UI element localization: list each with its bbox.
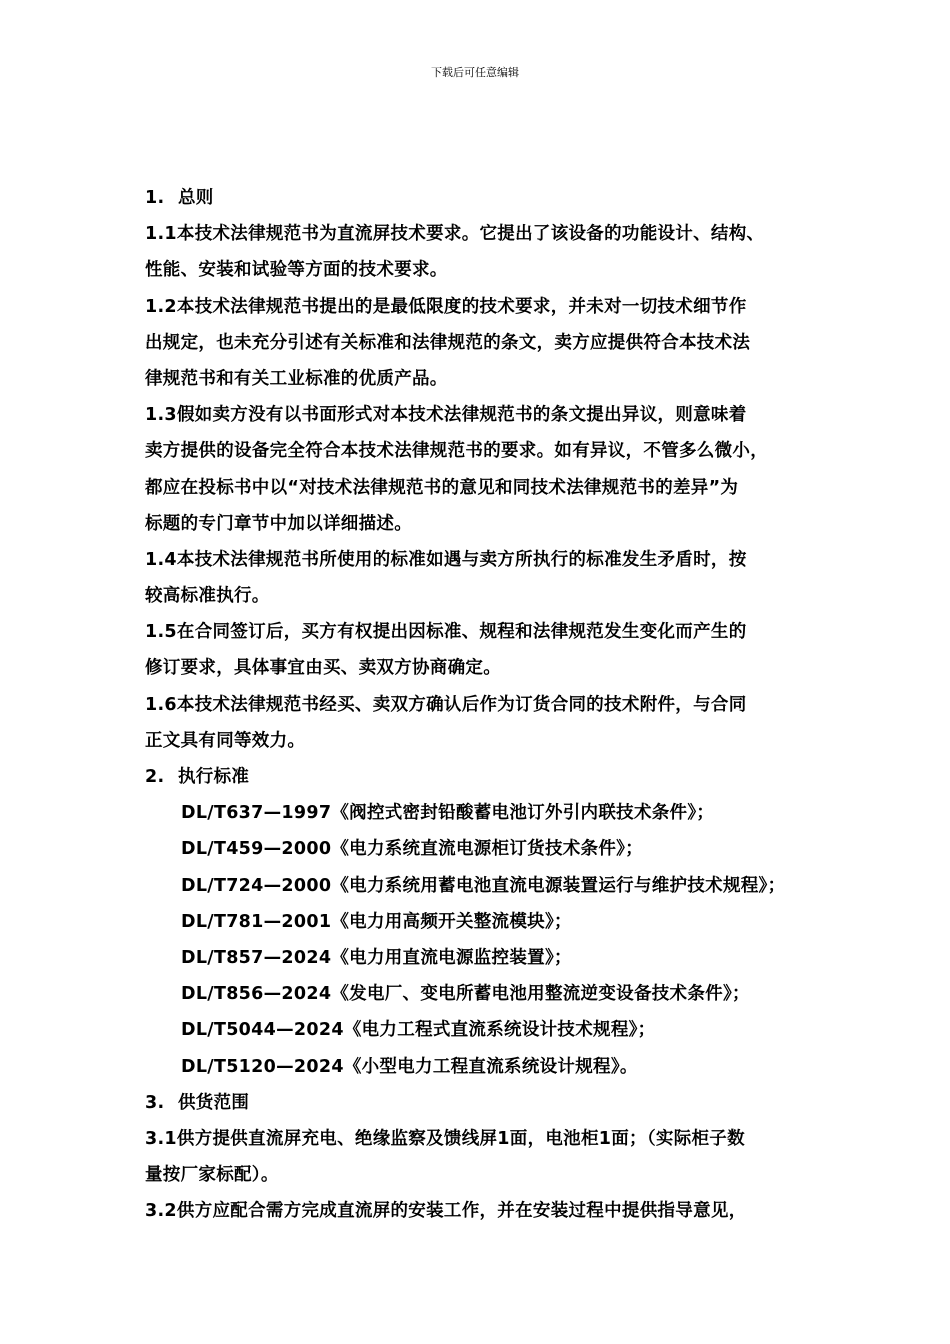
paragraph-line: 1.1本技术法律规范书为直流屏技术要求。它提出了该设备的功能设计、结构、 <box>145 224 765 245</box>
paragraph-line: 修订要求，具体事宜由买、卖双方协商确定。 <box>145 658 501 679</box>
section-heading <box>145 180 825 216</box>
section-number: 1. <box>145 188 165 208</box>
section-number: 3. <box>145 1092 165 1113</box>
standard-item: DL/T857—2024《电力用直流电源监控装置》； <box>181 947 572 968</box>
section-title: 供货范围 <box>178 1092 250 1113</box>
paragraph-line: 较高标准执行。 <box>145 586 270 607</box>
paragraph-line: 正文具有同等效力。 <box>145 730 306 751</box>
standard-item: DL/T459—2000《电力系统直流电源柜订货技术条件》； <box>181 839 643 860</box>
paragraph-line: 1.3假如卖方没有以书面形式对本技术法律规范书的条文提出异议，则意味着 <box>145 405 747 426</box>
page-header-note: 下载后可任意编辑 <box>431 66 519 79</box>
standard-item: DL/T781—2001《电力用高频开关整流模块》； <box>181 911 572 932</box>
paragraph-line: 1.4本技术法律规范书所使用的标准如遇与卖方所执行的标准发生矛盾时，按 <box>145 549 747 570</box>
section-heading <box>145 759 825 795</box>
paragraph-line: 1.2本技术法律规范书提出的是最低限度的技术要求，并未对一切技术细节作 <box>145 296 747 317</box>
paragraph-line: 1.6本技术法律规范书经买、卖双方确认后作为订货合同的技术附件，与合同 <box>145 694 747 715</box>
paragraph-line: 卖方提供的设备完全符合本技术法律规范书的要求。如有异议，不管多么微小， <box>145 441 768 462</box>
paragraph-line: 量按厂家标配）。 <box>145 1165 279 1186</box>
paragraph-line: 1.5在合同签订后，买方有权提出因标准、规程和法律规范发生变化而产生的 <box>145 622 747 643</box>
section-title: 总则 <box>178 188 214 208</box>
paragraph-line: 都应在投标书中以“对技术法律规范书的意见和同技术法律规范书的差异”为 <box>145 477 739 498</box>
paragraph-line: 3.1供方提供直流屏充电、绝缘监察及馈线屏1面，电池柜1面；（实际柜子数 <box>145 1128 745 1149</box>
paragraph-line: 性能、安装和试验等方面的技术要求。 <box>145 260 448 281</box>
standard-item: DL/T856—2024《发电厂、变电所蓄电池用整流逆变设备技术条件》； <box>181 984 750 1005</box>
paragraph-line: 标题的专门章节中加以详细描述。 <box>145 513 412 534</box>
standard-item: DL/T5120—2024《小型电力工程直流系统设计规程》。 <box>181 1056 638 1077</box>
standard-item: DL/T5044—2024《电力工程式直流系统设计技术规程》； <box>181 1020 656 1041</box>
section-title: 执行标准 <box>178 767 250 787</box>
paragraph-line: 3.2供方应配合需方完成直流屏的安装工作，并在安装过程中提供指导意见， <box>145 1201 747 1222</box>
section-heading <box>145 1085 825 1121</box>
standard-item: DL/T637—1997《阀控式密封铅酸蓄电池订外引内联技术条件》； <box>181 803 715 824</box>
standard-item: DL/T724—2000《电力系统用蓄电池直流电源装置运行与维护技术规程》； <box>181 875 786 896</box>
paragraph-line: 出规定，也未充分引述有关标准和法律规范的条文，卖方应提供符合本技术法 <box>145 332 751 353</box>
document-body <box>145 180 825 1229</box>
paragraph-line: 律规范书和有关工业标准的优质产品。 <box>145 368 448 389</box>
section-number: 2. <box>145 767 165 787</box>
